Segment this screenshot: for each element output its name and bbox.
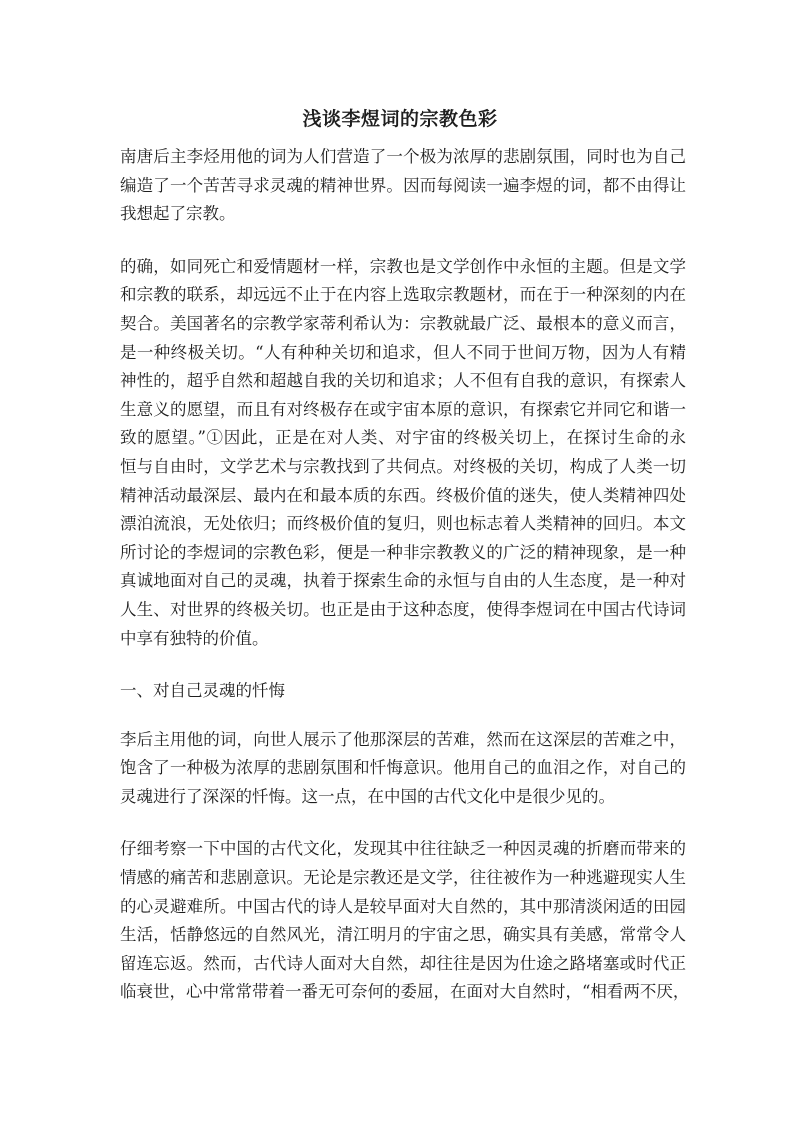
document-title: 浅谈李煜词的宗教色彩: [302, 108, 498, 130]
paragraph: [120, 835, 690, 1007]
text-line: 所讨论的李煜词的宗教色彩，便是一种非宗教教义的广泛的精神现象，是一种: [120, 542, 686, 562]
text-line: 生意义的愿望，而且有对终极存在或宇宙本原的意识，有探索它并同它和谐一: [120, 399, 686, 419]
paragraph: [120, 726, 686, 812]
text-line: 我想起了宗教。: [120, 204, 236, 224]
paragraph: [120, 143, 686, 229]
text-line: 南唐后主李烃用他的词为人们营造了一个极为浓厚的悲剧氛围，同时也为自己: [120, 147, 686, 166]
text-line: 灵魂进行了深深的忏悔。这一点，在中国的古代文化中是很少见的。: [120, 786, 615, 806]
section-heading: [120, 677, 686, 706]
text-line: 真诚地面对自己的灵魂，执着于探索生命的永恒与自由的人生态度，是一种对: [120, 571, 686, 591]
paragraph: [120, 253, 686, 653]
text-line: 仔细考察一下中国的古代文化，发现其中往往缺乏一种因灵魂的折磨而带来的: [120, 839, 686, 859]
document-body: [120, 143, 690, 1031]
text-line: 人生、对世界的终极关切。也正是由于这种态度，使得李煜词在中国古代诗词: [120, 599, 686, 619]
text-line: 李后主用他的词，向世人展示了他那深层的苦难，然而在这深层的苦难之中，: [120, 729, 686, 749]
text-line: 契合。美国著名的宗教学家蒂利希认为：宗教就最广泛、最根本的意义而言，: [120, 313, 686, 333]
text-line: 饱含了一种极为浓厚的悲剧氛围和忏悔意识。他用自己的血泪之作，对自己的: [120, 758, 686, 778]
text-line: 中享有独特的价值。: [120, 628, 269, 648]
text-line: 和宗教的联系，却远远不止于在内容上选取宗教题材，而在于一种深刻的内在: [120, 285, 686, 305]
text-line: 的确，如同死亡和爱情题材一样，宗教也是文学创作中永恒的主题。但是文学: [120, 256, 686, 276]
text-line: 一、对自己灵魂的忏悔: [120, 681, 285, 701]
text-line: 的心灵避难所。中国古代的诗人是较早面对大自然的，其中那清淡闲适的田园: [120, 896, 686, 916]
text-line: 是一种终极关切。“人有种种关切和追求，但人不同于世间万物，因为人有精: [120, 342, 686, 362]
text-line: 留连忘返。然而，古代诗人面对大自然，却往往是因为仕途之路堵塞或时代正: [120, 953, 686, 973]
text-line: 生活，恬静悠远的自然风光，清江明月的宇宙之思，确实具有美感，常常令人: [120, 925, 686, 945]
text-line: 精神活动最深层、最内在和最本质的东西。终极价值的迷失，使人类精神四处: [120, 485, 686, 505]
text-line: 临衰世，心中常常带着一番无可奈何的委屈，在面对大自然时，“相看两不厌，: [120, 982, 690, 1002]
text-line: 情感的痛苦和悲剧意识。无论是宗教还是文学，往往被作为一种逃避现实人生: [120, 868, 686, 888]
text-line: 编造了一个苦苦寻求灵魂的精神世界。因而每阅读一遍李煜的词，都不由得让: [120, 175, 686, 195]
text-line: 漂泊流浪，无处依归；而终极价值的复归，则也标志着人类精神的回归。本文: [120, 514, 686, 534]
text-line: 致的愿望。”①因此，正是在对人类、对宇宙的终极关切上，在探讨生命的永: [120, 428, 686, 448]
text-line: 恒与自由时，文学艺术与宗教找到了共伺点。对终极的关切，构成了人类一切: [120, 456, 686, 476]
text-line: 神性的，超乎自然和超越自我的关切和追求；人不但有自我的意识，有探索人: [120, 371, 686, 391]
